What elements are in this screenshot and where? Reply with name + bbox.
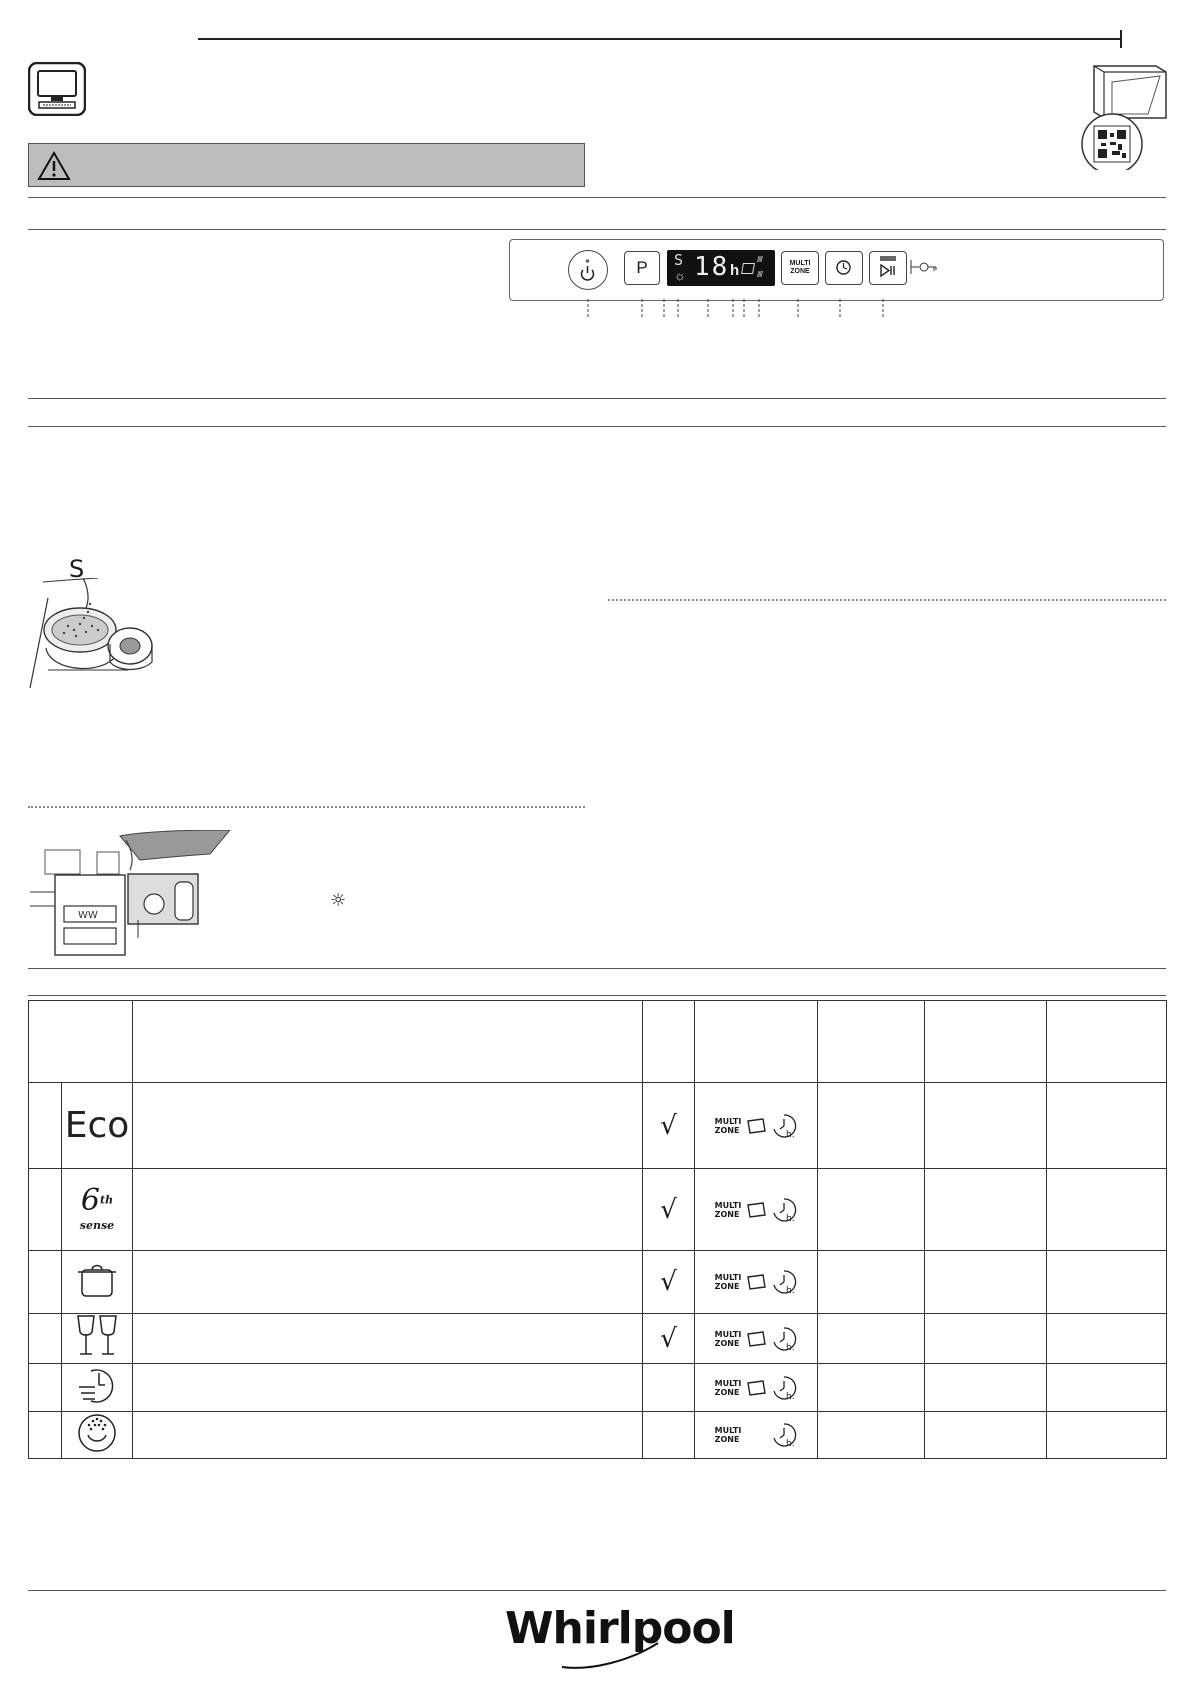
rinse-aid-indicator: ☼ xyxy=(674,268,686,283)
data-cell xyxy=(925,1251,1047,1314)
header-cell-col6 xyxy=(818,1001,925,1083)
options-cell xyxy=(695,1083,818,1169)
svg-text:h.: h. xyxy=(786,1286,795,1295)
svg-text:h.: h. xyxy=(786,1439,795,1448)
data-cell xyxy=(1047,1169,1167,1251)
tablet-option-icon xyxy=(745,1273,767,1291)
svg-text:h.: h. xyxy=(786,1391,795,1401)
multizone-option-icon: MULTI ZONE xyxy=(714,1273,742,1291)
tablet-option-icon xyxy=(745,1117,767,1135)
rinse-icon xyxy=(62,1412,133,1459)
check-cell xyxy=(643,1083,695,1169)
check-cell xyxy=(643,1314,695,1364)
options-cell xyxy=(695,1412,818,1459)
table-row xyxy=(29,1314,1167,1364)
description-cell xyxy=(133,1169,643,1251)
check-mark: √ xyxy=(660,1323,677,1354)
quick-wash-icon xyxy=(62,1364,133,1412)
panel-callout-lines xyxy=(570,299,970,329)
description-cell xyxy=(133,1364,643,1412)
top-rule xyxy=(198,38,1120,40)
check-mark: √ xyxy=(660,1194,677,1225)
header-cell-check xyxy=(643,1001,695,1083)
table-row xyxy=(29,1364,1167,1412)
top-rule-end-tick xyxy=(1120,30,1122,48)
row-number-cell xyxy=(29,1364,62,1412)
brand-swoosh xyxy=(560,1641,660,1671)
multizone-option-icon: MULTI ZONE xyxy=(714,1116,742,1135)
display-unit: h xyxy=(730,262,740,279)
start-pause-button[interactable] xyxy=(869,251,907,285)
row-number-cell xyxy=(29,1083,62,1169)
program-button[interactable] xyxy=(624,251,660,285)
options-cell xyxy=(695,1169,818,1251)
options-cell xyxy=(695,1364,818,1412)
row-number-cell xyxy=(29,1412,62,1459)
glasses-icon xyxy=(62,1314,133,1364)
table-row xyxy=(29,1251,1167,1314)
svg-text:WW: WW xyxy=(78,910,98,921)
tablet-indicator xyxy=(741,263,755,274)
data-cell xyxy=(818,1412,925,1459)
row-number-cell xyxy=(29,1314,62,1364)
multizone-option-icon: MULTI ZONE xyxy=(714,1426,742,1444)
data-cell xyxy=(818,1251,925,1314)
salt-symbol: S xyxy=(69,555,85,583)
warning-triangle-icon xyxy=(37,151,71,186)
power-button[interactable] xyxy=(568,250,608,290)
table-row xyxy=(29,1412,1167,1459)
header-cell-col7 xyxy=(925,1001,1047,1083)
start-pause-icon xyxy=(870,252,905,283)
multizone-option-icon: MULTI ZONE xyxy=(714,1200,742,1219)
zone-indicator-upper: //// xyxy=(757,255,762,264)
options-cell xyxy=(695,1251,818,1314)
description-cell xyxy=(133,1412,643,1459)
display-digits: 18 xyxy=(694,252,730,282)
delay-option-icon xyxy=(771,1197,797,1223)
dotted-divider-right xyxy=(608,599,1166,601)
data-cell xyxy=(1047,1364,1167,1412)
eco-label: Eco xyxy=(64,1105,130,1146)
brand-logo xyxy=(505,1603,735,1654)
programs-table xyxy=(28,1000,1167,1459)
header-cell-col8 xyxy=(1047,1001,1167,1083)
warning-bar xyxy=(28,143,585,187)
salt-indicator: S xyxy=(674,251,684,269)
data-cell xyxy=(818,1169,925,1251)
check-cell xyxy=(643,1169,695,1251)
check-cell xyxy=(643,1251,695,1314)
sixth-sense-label: 6th sense xyxy=(79,1182,115,1232)
multizone-label-line1: MULTI xyxy=(789,260,811,267)
delay-option-icon xyxy=(771,1269,797,1295)
tablet-option-icon xyxy=(745,1379,767,1397)
data-cell xyxy=(925,1169,1047,1251)
data-cell xyxy=(1047,1251,1167,1314)
monitor-icon xyxy=(28,62,86,116)
check-mark: √ xyxy=(660,1110,677,1141)
eco-icon xyxy=(62,1083,133,1169)
multizone-option-icon: MULTI ZONE xyxy=(714,1329,742,1348)
multizone-option-icon: MULTI ZONE xyxy=(714,1378,742,1397)
delay-option-icon xyxy=(771,1422,797,1448)
section-rule-2 xyxy=(28,229,1166,230)
row-number-cell xyxy=(29,1169,62,1251)
data-cell xyxy=(925,1412,1047,1459)
svg-text:h.: h. xyxy=(786,1129,795,1139)
program-button-label: P xyxy=(636,258,648,277)
data-cell xyxy=(925,1083,1047,1169)
section-rule-6 xyxy=(28,995,1166,996)
6th-sense-icon xyxy=(62,1169,133,1251)
check-cell xyxy=(643,1364,695,1412)
footer-rule xyxy=(28,1590,1166,1591)
dishwasher-qr-icon xyxy=(1072,58,1168,170)
pot-icon xyxy=(62,1251,133,1314)
options-cell xyxy=(695,1314,818,1364)
tablet-option-icon xyxy=(745,1201,767,1219)
table-row xyxy=(29,1083,1167,1169)
check-cell xyxy=(643,1412,695,1459)
section-rule-5 xyxy=(28,968,1166,969)
display xyxy=(667,250,775,286)
data-cell xyxy=(925,1314,1047,1364)
tablet-option-icon xyxy=(745,1330,767,1348)
data-cell xyxy=(818,1314,925,1364)
data-cell xyxy=(1047,1314,1167,1364)
key-lock-icon xyxy=(909,258,949,278)
control-panel xyxy=(509,239,1164,301)
detergent-dispenser-illustration xyxy=(30,830,235,956)
section-rule-4 xyxy=(28,426,1166,427)
power-icon xyxy=(569,251,606,288)
header-cell-program xyxy=(29,1001,133,1083)
multizone-button[interactable] xyxy=(781,251,819,285)
brand-name: Whirlpool xyxy=(505,1603,735,1654)
data-cell xyxy=(925,1364,1047,1412)
dotted-divider-left xyxy=(28,806,585,808)
data-cell xyxy=(818,1083,925,1169)
rinse-aid-sun-icon: ☼ xyxy=(330,890,347,911)
header-cell-description xyxy=(133,1001,643,1083)
data-cell xyxy=(818,1364,925,1412)
zone-indicator-lower: //// xyxy=(757,270,762,279)
svg-text:h.: h. xyxy=(786,1342,795,1352)
multizone-label-line2: ZONE xyxy=(790,268,810,275)
delay-option-icon xyxy=(771,1375,797,1401)
delay-start-button[interactable] xyxy=(825,251,863,285)
svg-text:h.: h. xyxy=(786,1213,795,1223)
table-row xyxy=(29,1169,1167,1251)
delay-start-icon xyxy=(826,252,861,283)
section-rule-3 xyxy=(28,398,1166,399)
data-cell xyxy=(1047,1412,1167,1459)
delay-option-icon xyxy=(771,1113,797,1139)
table-header-row xyxy=(29,1001,1167,1083)
description-cell xyxy=(133,1314,643,1364)
delay-option-icon xyxy=(771,1326,797,1352)
row-number-cell xyxy=(29,1251,62,1314)
description-cell xyxy=(133,1251,643,1314)
section-rule-1 xyxy=(28,197,1166,198)
description-cell xyxy=(133,1083,643,1169)
data-cell xyxy=(1047,1083,1167,1169)
salt-refill-illustration xyxy=(28,578,168,698)
check-mark: √ xyxy=(660,1267,677,1297)
header-cell-options xyxy=(695,1001,818,1083)
